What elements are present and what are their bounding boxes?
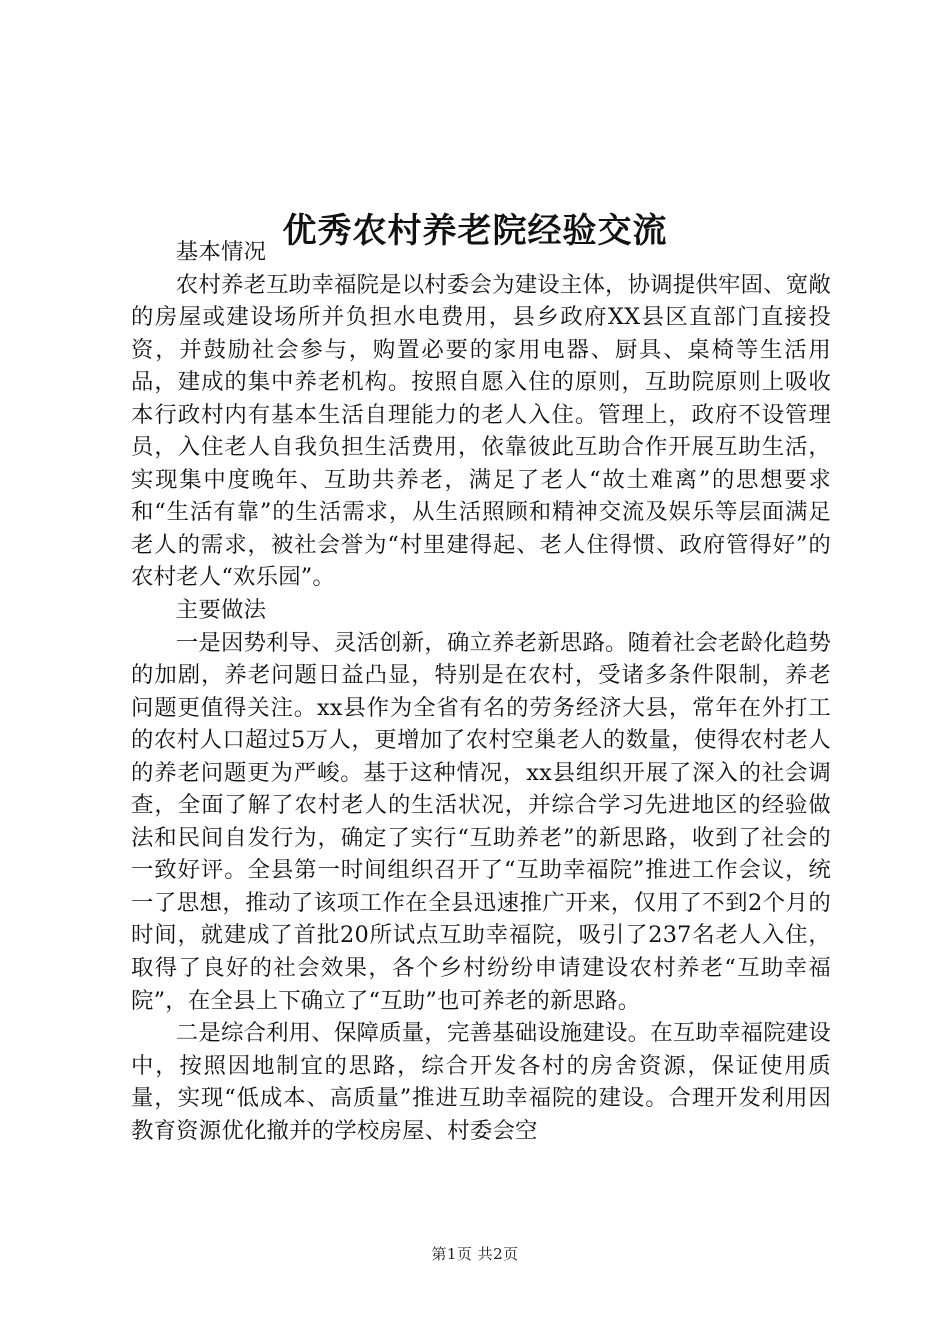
paragraph-practice-one: 一是因势利导、灵活创新，确立养老新思路。随着社会老龄化趋势的加剧，养老问题日益凸显，特别是在农村，受诸多条件限制，养老问题更值得关注。xx县作为全省有名的劳务经济大县，常年在外打工的农村人口超过5万人，更增加了农村空巢老人的数量，使得农村老人的养老问题更为严峻。基于这种情况，xx县组织开展了深入的社会调查，全面了解了农村老人的生活状况，并综合学习先进地区的经验做法和民间自发行为，确定了实行“互助养老”的新思路，收到了社会的一致好评。全县第一时间组织召开了“互助幸福院”推进工作会议，统一了思想，推动了该项工作在全县迅速推广开来，仅用了不到2个月的时间，就建成了首批20所试点互助幸福院，吸引了237名老人入住，取得了良好的社会效果，各个乡村纷纷申请建设农村养老“互助幸福院”，在全县上下确立了“互助”也可养老的新思路。 [131, 629, 831, 1014]
section-heading-main-practices: 主要做法 [175, 597, 267, 624]
document-body [131, 236, 831, 1147]
page-number-footer: 第1页 共2页 [431, 1245, 519, 1263]
paragraph-practice-two: 二是综合利用、保障质量，完善基础设施建设。在互助幸福院建设中，按照因地制宜的思路，综合开发各村的房舍资源，保证使用质量，实现“低成本、高质量”推进互助幸福院的建设。合理开发利用因教育资源优化撤并的学校房屋、村委会空 [131, 1020, 831, 1144]
section-heading-basic-situation: 基本情况 [175, 239, 267, 265]
paragraph-basic-situation: 农村养老互助幸福院是以村委会为建设主体，协调提供牢固、宽敞的房屋或建设场所并负担水电费用，县乡政府XX县区直部门直接投资，并鼓励社会参与，购置必要的家用电器、厨具、桌椅等生活用品，建成的集中养老机构。按照自愿入住的原则，互助院原则上吸收本行政村内有基本生活自理能力的老人入住。管理上，政府不设管理员，入住老人自我负担生活费用，依靠彼此互助合作开展互助生活，实现集中度晚年、互助共养老，满足了老人“故土难离”的思想要求和“生活有靠”的生活需求，从生活照顾和精神交流及娱乐等层面满足老人的需求，被社会誉为“村里建得起、老人住得惯、政府管得好”的农村老人“欢乐园”。 [131, 271, 831, 591]
page-title: 优秀农村养老院经验交流 [282, 210, 668, 251]
